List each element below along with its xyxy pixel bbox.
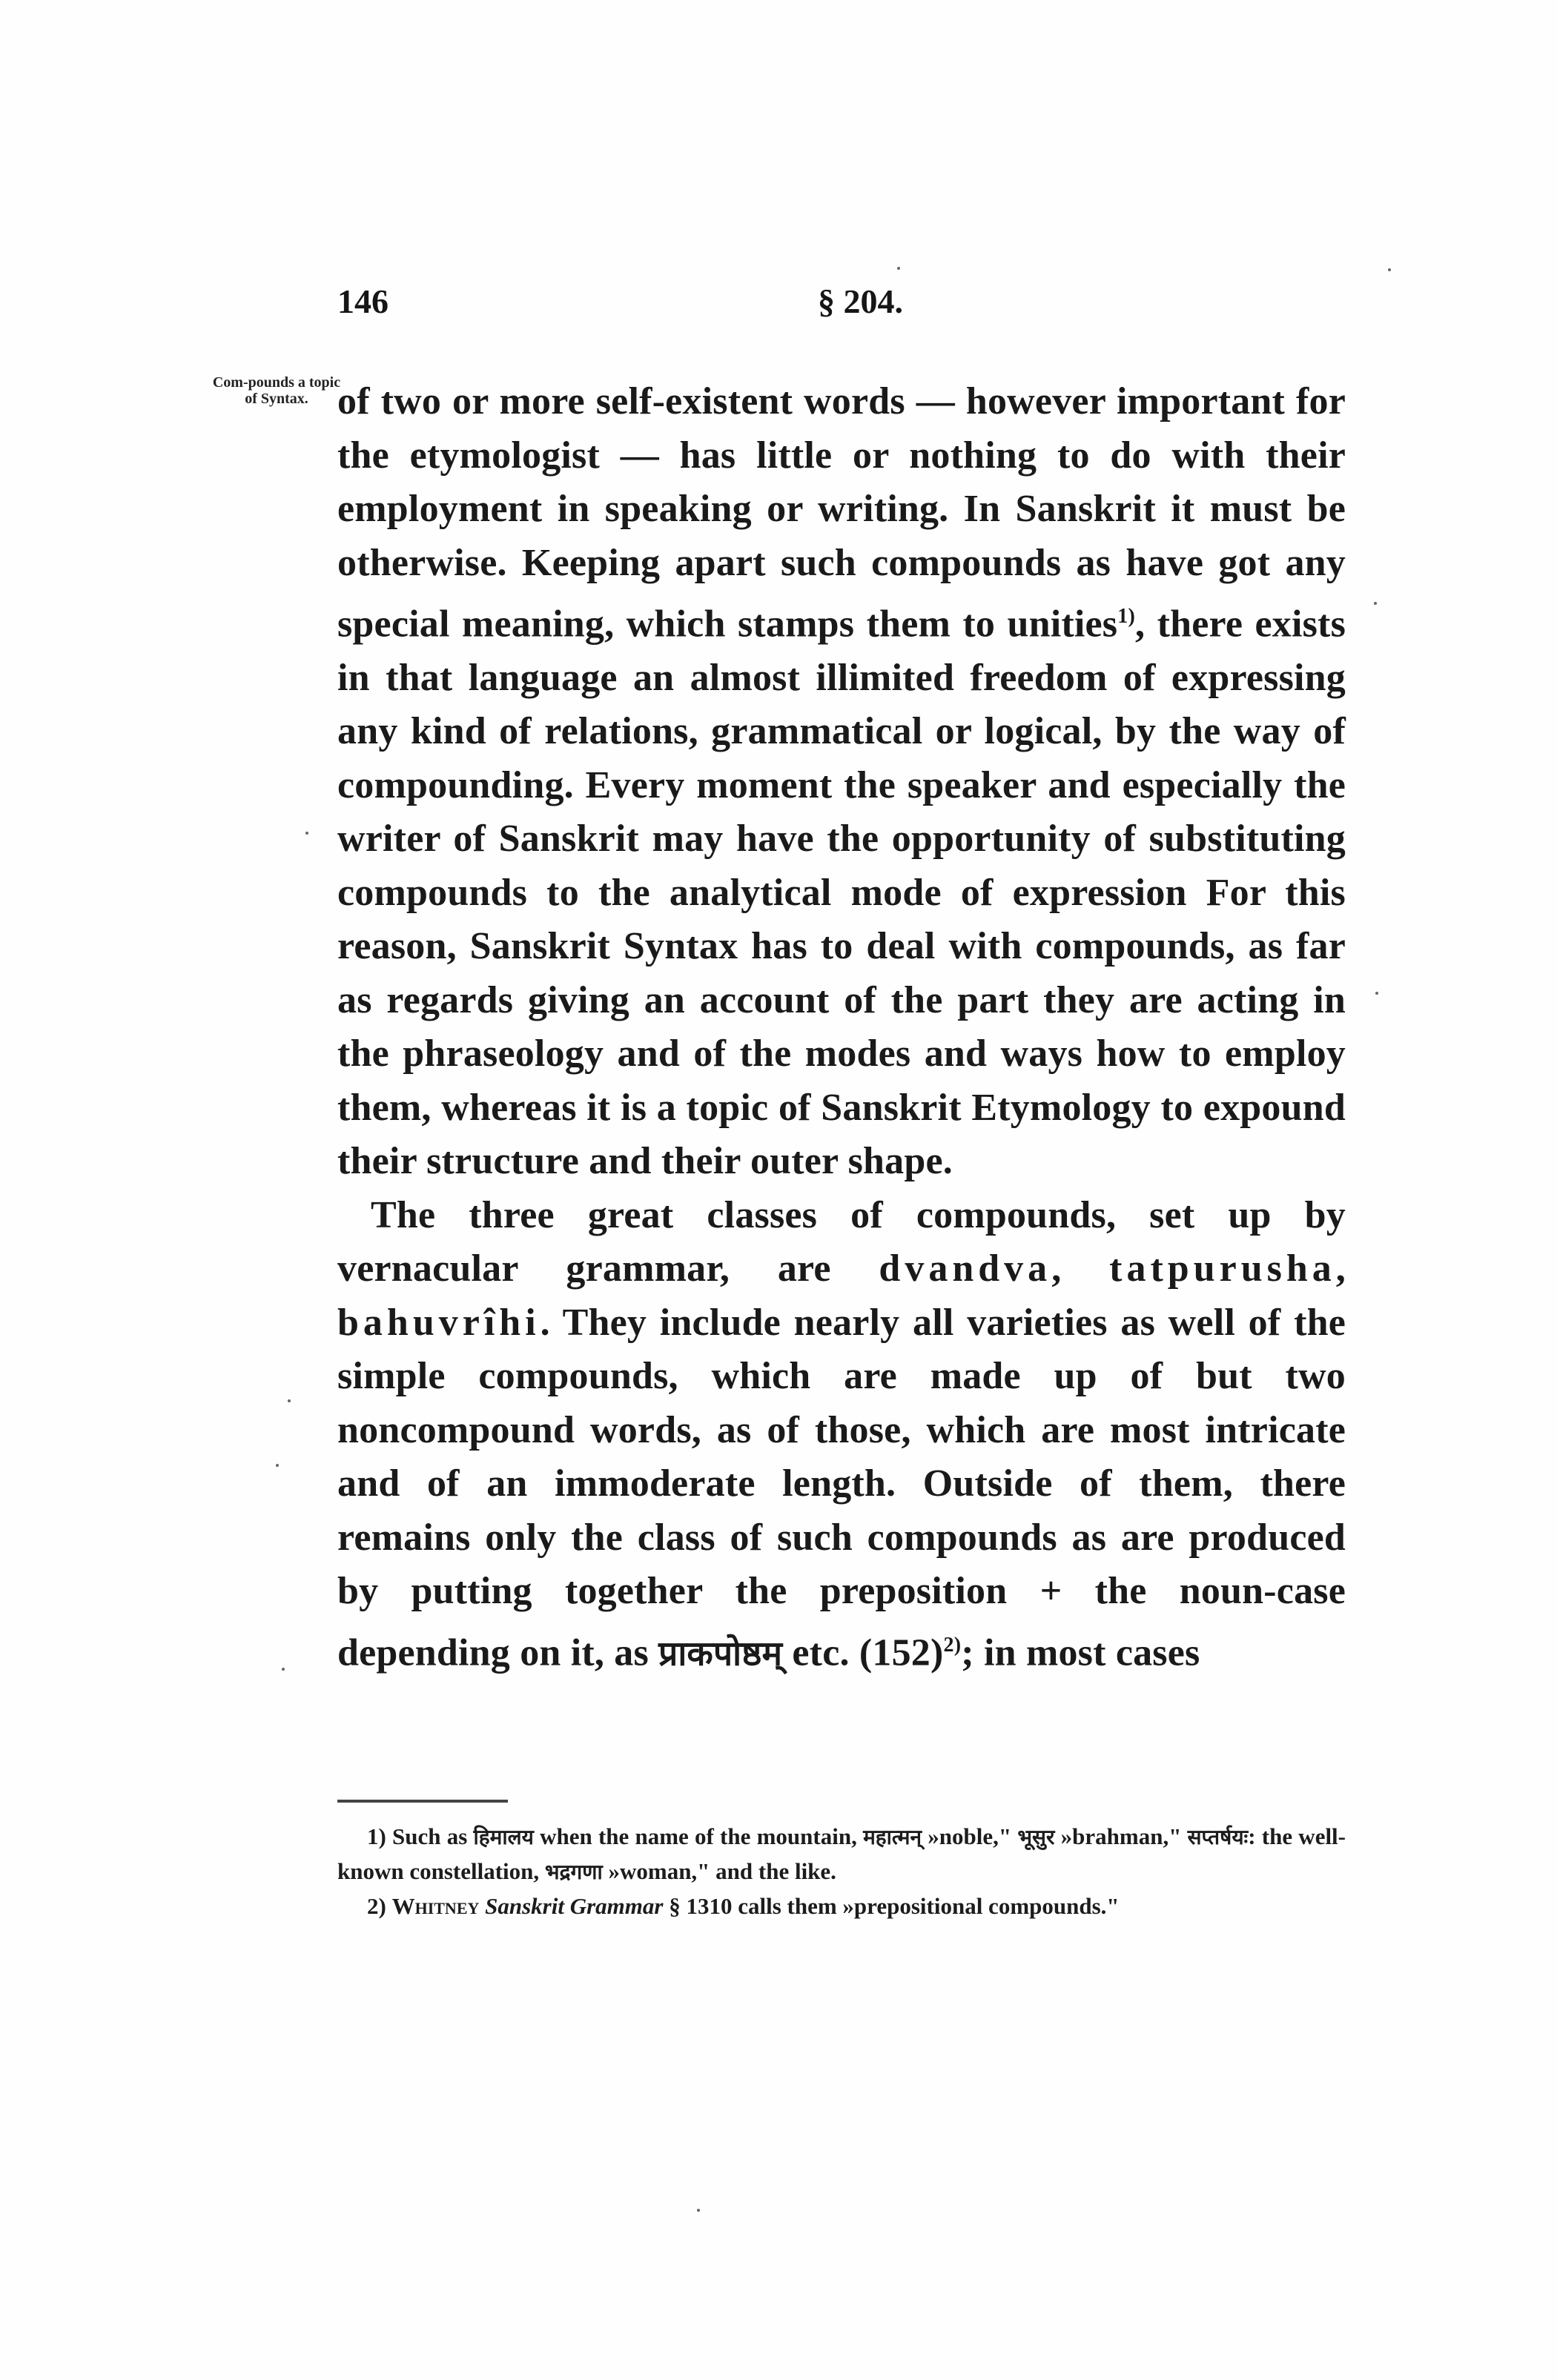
footnote-1-devanagari-5: भद्रगणा — [544, 1860, 603, 1884]
footnote-1-text-c: »noble," — [922, 1823, 1018, 1849]
paragraph-2 — [337, 1189, 1346, 1680]
footnote-1-text-f: »woman," and the like. — [602, 1858, 836, 1884]
section-reference: (152) — [859, 1631, 944, 1674]
paragraph-2-text-b: . They include nearly all varieties as well of the simple compounds, which are made up of but two noncompound words, as of those, which are most intricate and of an immoderate length. Outside of them, there remains only the class of such compounds as are produced by putting together the preposition + the noun-case depending on it, as — [337, 1301, 1346, 1674]
footnote-1-text-a: Such as — [386, 1823, 474, 1849]
scan-speck — [282, 1668, 285, 1671]
paragraph-2-text-c: etc. — [782, 1631, 859, 1674]
margin-note: Com-pounds a topic of Syntax. — [212, 374, 341, 407]
footnote-1 — [337, 1820, 1346, 1889]
devanagari-example: प्राकपोष्ठम् — [658, 1633, 783, 1674]
paragraph-2-text-a: The three great classes of compounds, set up by vernacular grammar, are — [337, 1193, 1346, 1290]
running-head — [337, 282, 1346, 341]
paragraph-1 — [337, 375, 1346, 1189]
footnote-2-text: § 1310 calls them »prepositional compounds." — [663, 1893, 1120, 1919]
footnote-1-devanagari-3: भूसुर — [1017, 1825, 1055, 1849]
scan-speck — [1375, 992, 1378, 995]
page-number: 146 — [337, 282, 389, 320]
body-text — [337, 375, 1346, 1680]
paragraph-1-text-a: of two or more self-existent words — however important for the etymologist — has little or nothing to do with their employment in speaking or writing. In Sanskrit it must be otherwise. Keeping apart such compounds as have got any special meaning, which stamps them to unities — [337, 380, 1346, 646]
scan-speck — [276, 1464, 279, 1467]
scan-speck — [1374, 602, 1377, 605]
footnote-1-devanagari-1: हिमालय — [473, 1825, 534, 1849]
footnote-ref-1: 1) — [1117, 605, 1135, 628]
footnote-1-text-d: »brahman," — [1054, 1823, 1188, 1849]
footnote-1-text-e: : the well-known constellation, — [337, 1823, 1346, 1884]
footnote-1-devanagari-2: महात्मन् — [863, 1825, 922, 1849]
footnote-2-title: Sanskrit Grammar — [485, 1893, 664, 1919]
scan-speck — [1388, 268, 1391, 271]
term-dvandva: dvandva — [879, 1247, 1052, 1290]
scan-speck — [305, 832, 308, 835]
paragraph-2-sep-1: , — [1051, 1247, 1110, 1290]
paragraph-2-text-d: ; in most cases — [961, 1631, 1200, 1674]
scan-speck — [897, 267, 900, 270]
footnote-1-label: 1) — [367, 1823, 386, 1849]
footnote-2-author: Whitney — [391, 1893, 480, 1919]
footnote-1-devanagari-4: सप्तर्षयः — [1187, 1825, 1249, 1849]
scan-speck — [288, 1399, 291, 1402]
footnote-divider — [337, 1800, 508, 1803]
paragraph-1-text-b: , there exists in that language an almost illimited freedom of expressing any kind of relations, grammatical or logical, by the way of compounding. Every moment the speaker and especially the writer of Sanskrit may have the opportunity of substituting compounds to the analytical mode of expression For this reason, Sanskrit Syntax has to deal with compounds, as far as regards giving an account of the part they are acting in the phraseology and of the modes and ways how to employ them, whereas it is a topic of Sanskrit Etymology to expound their structure and their outer shape. — [337, 603, 1346, 1183]
footnote-1-text-b: when the name of the mountain, — [533, 1823, 864, 1849]
term-bahuvrihi: bahuvrîhi — [337, 1301, 541, 1344]
scan-speck — [697, 2209, 700, 2212]
footnote-2-label: 2) — [367, 1893, 386, 1919]
section-number: § 204. — [818, 282, 903, 320]
footnote-2 — [337, 1889, 1346, 1923]
term-tatpurusha: tatpurusha — [1109, 1247, 1336, 1290]
footnotes — [337, 1820, 1346, 1923]
footnote-ref-2: 2) — [943, 1633, 962, 1657]
paragraph-2-sep-2: , — [1335, 1247, 1346, 1290]
